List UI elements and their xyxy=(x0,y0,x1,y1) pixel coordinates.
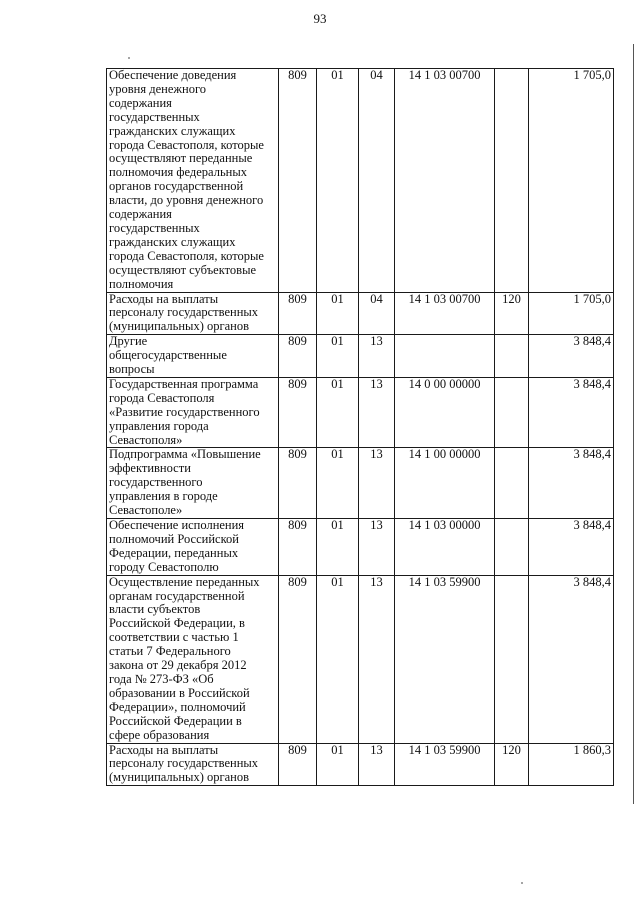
gr-code-cell: 809 xyxy=(279,575,317,743)
section-code-cell: 01 xyxy=(317,335,359,378)
subsection-code-cell: 04 xyxy=(359,292,395,335)
amount-cell: 3 848,4 xyxy=(529,519,614,576)
gr-code-cell: 809 xyxy=(279,292,317,335)
table-row xyxy=(107,292,614,335)
section-code-cell: 01 xyxy=(317,519,359,576)
expense-name-cell: Осуществление переданных органам государственной власти субъектов Российской Федерации, в соответствии с частью 1 статьи 7 Федерального закона от 29 декабря 2012 года № 273-ФЗ «Об образовании в Российской Федерации», полномочий Российской Федерации в сфере образования xyxy=(107,575,279,743)
expense-name-cell: Другие общегосударственные вопросы xyxy=(107,335,279,378)
expense-type-cell xyxy=(495,575,529,743)
page-number: 93 xyxy=(313,11,327,26)
budget-table xyxy=(106,68,614,786)
section-code-cell: 01 xyxy=(317,448,359,519)
subsection-code-cell: 13 xyxy=(359,448,395,519)
expense-type-cell xyxy=(495,519,529,576)
table-row xyxy=(107,69,614,293)
table-row xyxy=(107,335,614,378)
expense-type-cell: 120 xyxy=(495,292,529,335)
amount-cell: 1 860,3 xyxy=(529,743,614,786)
gr-code-cell: 809 xyxy=(279,69,317,293)
section-code-cell: 01 xyxy=(317,69,359,293)
target-article-cell: 14 0 00 00000 xyxy=(395,377,495,448)
table-row xyxy=(107,519,614,576)
expense-name-cell: Государственная программа города Севастополя «Развитие государственного управления города Севастополя» xyxy=(107,377,279,448)
expense-type-cell xyxy=(495,69,529,293)
expense-name-cell: Обеспечение доведения уровня денежного содержания государственных гражданских служащих города Севастополя, которые осуществляют переданные полномочия федеральных органов государственной власти, до уровня денежного содержания государственных гражданских служащих города Севастополя, которые осуществляют субъектовые полномочия xyxy=(107,69,279,293)
amount-cell: 3 848,4 xyxy=(529,575,614,743)
expense-name-cell: Расходы на выплаты персоналу государственных (муниципальных) органов xyxy=(107,292,279,335)
expense-name-cell: Подпрограмма «Повышение эффективности государственного управления в городе Севастополе» xyxy=(107,448,279,519)
gr-code-cell: 809 xyxy=(279,377,317,448)
subsection-code-cell: 13 xyxy=(359,377,395,448)
subsection-code-cell: 13 xyxy=(359,575,395,743)
target-article-cell: 14 1 03 59900 xyxy=(395,575,495,743)
target-article-cell: 14 1 03 00700 xyxy=(395,69,495,293)
expense-name-cell: Расходы на выплаты персоналу государственных (муниципальных) органов xyxy=(107,743,279,786)
table-row xyxy=(107,575,614,743)
gr-code-cell: 809 xyxy=(279,448,317,519)
gr-code-cell: 809 xyxy=(279,519,317,576)
target-article-cell: 14 1 03 59900 xyxy=(395,743,495,786)
target-article-cell: 14 1 03 00700 xyxy=(395,292,495,335)
section-code-cell: 01 xyxy=(317,377,359,448)
target-article-cell: 14 1 00 00000 xyxy=(395,448,495,519)
table-row xyxy=(107,377,614,448)
table-row xyxy=(107,743,614,786)
section-code-cell: 01 xyxy=(317,292,359,335)
expense-type-cell: 120 xyxy=(495,743,529,786)
gr-code-cell: 809 xyxy=(279,743,317,786)
amount-cell: 1 705,0 xyxy=(529,69,614,293)
subsection-code-cell: 13 xyxy=(359,519,395,576)
amount-cell: 1 705,0 xyxy=(529,292,614,335)
gr-code-cell: 809 xyxy=(279,335,317,378)
subsection-code-cell: 13 xyxy=(359,743,395,786)
expense-type-cell xyxy=(495,448,529,519)
table-row xyxy=(107,448,614,519)
scan-speck xyxy=(128,57,130,59)
amount-cell: 3 848,4 xyxy=(529,377,614,448)
scan-speck xyxy=(521,882,523,884)
subsection-code-cell: 13 xyxy=(359,335,395,378)
target-article-cell xyxy=(395,335,495,378)
expense-type-cell xyxy=(495,377,529,448)
subsection-code-cell: 04 xyxy=(359,69,395,293)
expense-name-cell: Обеспечение исполнения полномочий Российской Федерации, переданных городу Севастополю xyxy=(107,519,279,576)
expense-type-cell xyxy=(495,335,529,378)
amount-cell: 3 848,4 xyxy=(529,335,614,378)
section-code-cell: 01 xyxy=(317,743,359,786)
scan-edge-line xyxy=(633,44,634,804)
section-code-cell: 01 xyxy=(317,575,359,743)
target-article-cell: 14 1 03 00000 xyxy=(395,519,495,576)
amount-cell: 3 848,4 xyxy=(529,448,614,519)
